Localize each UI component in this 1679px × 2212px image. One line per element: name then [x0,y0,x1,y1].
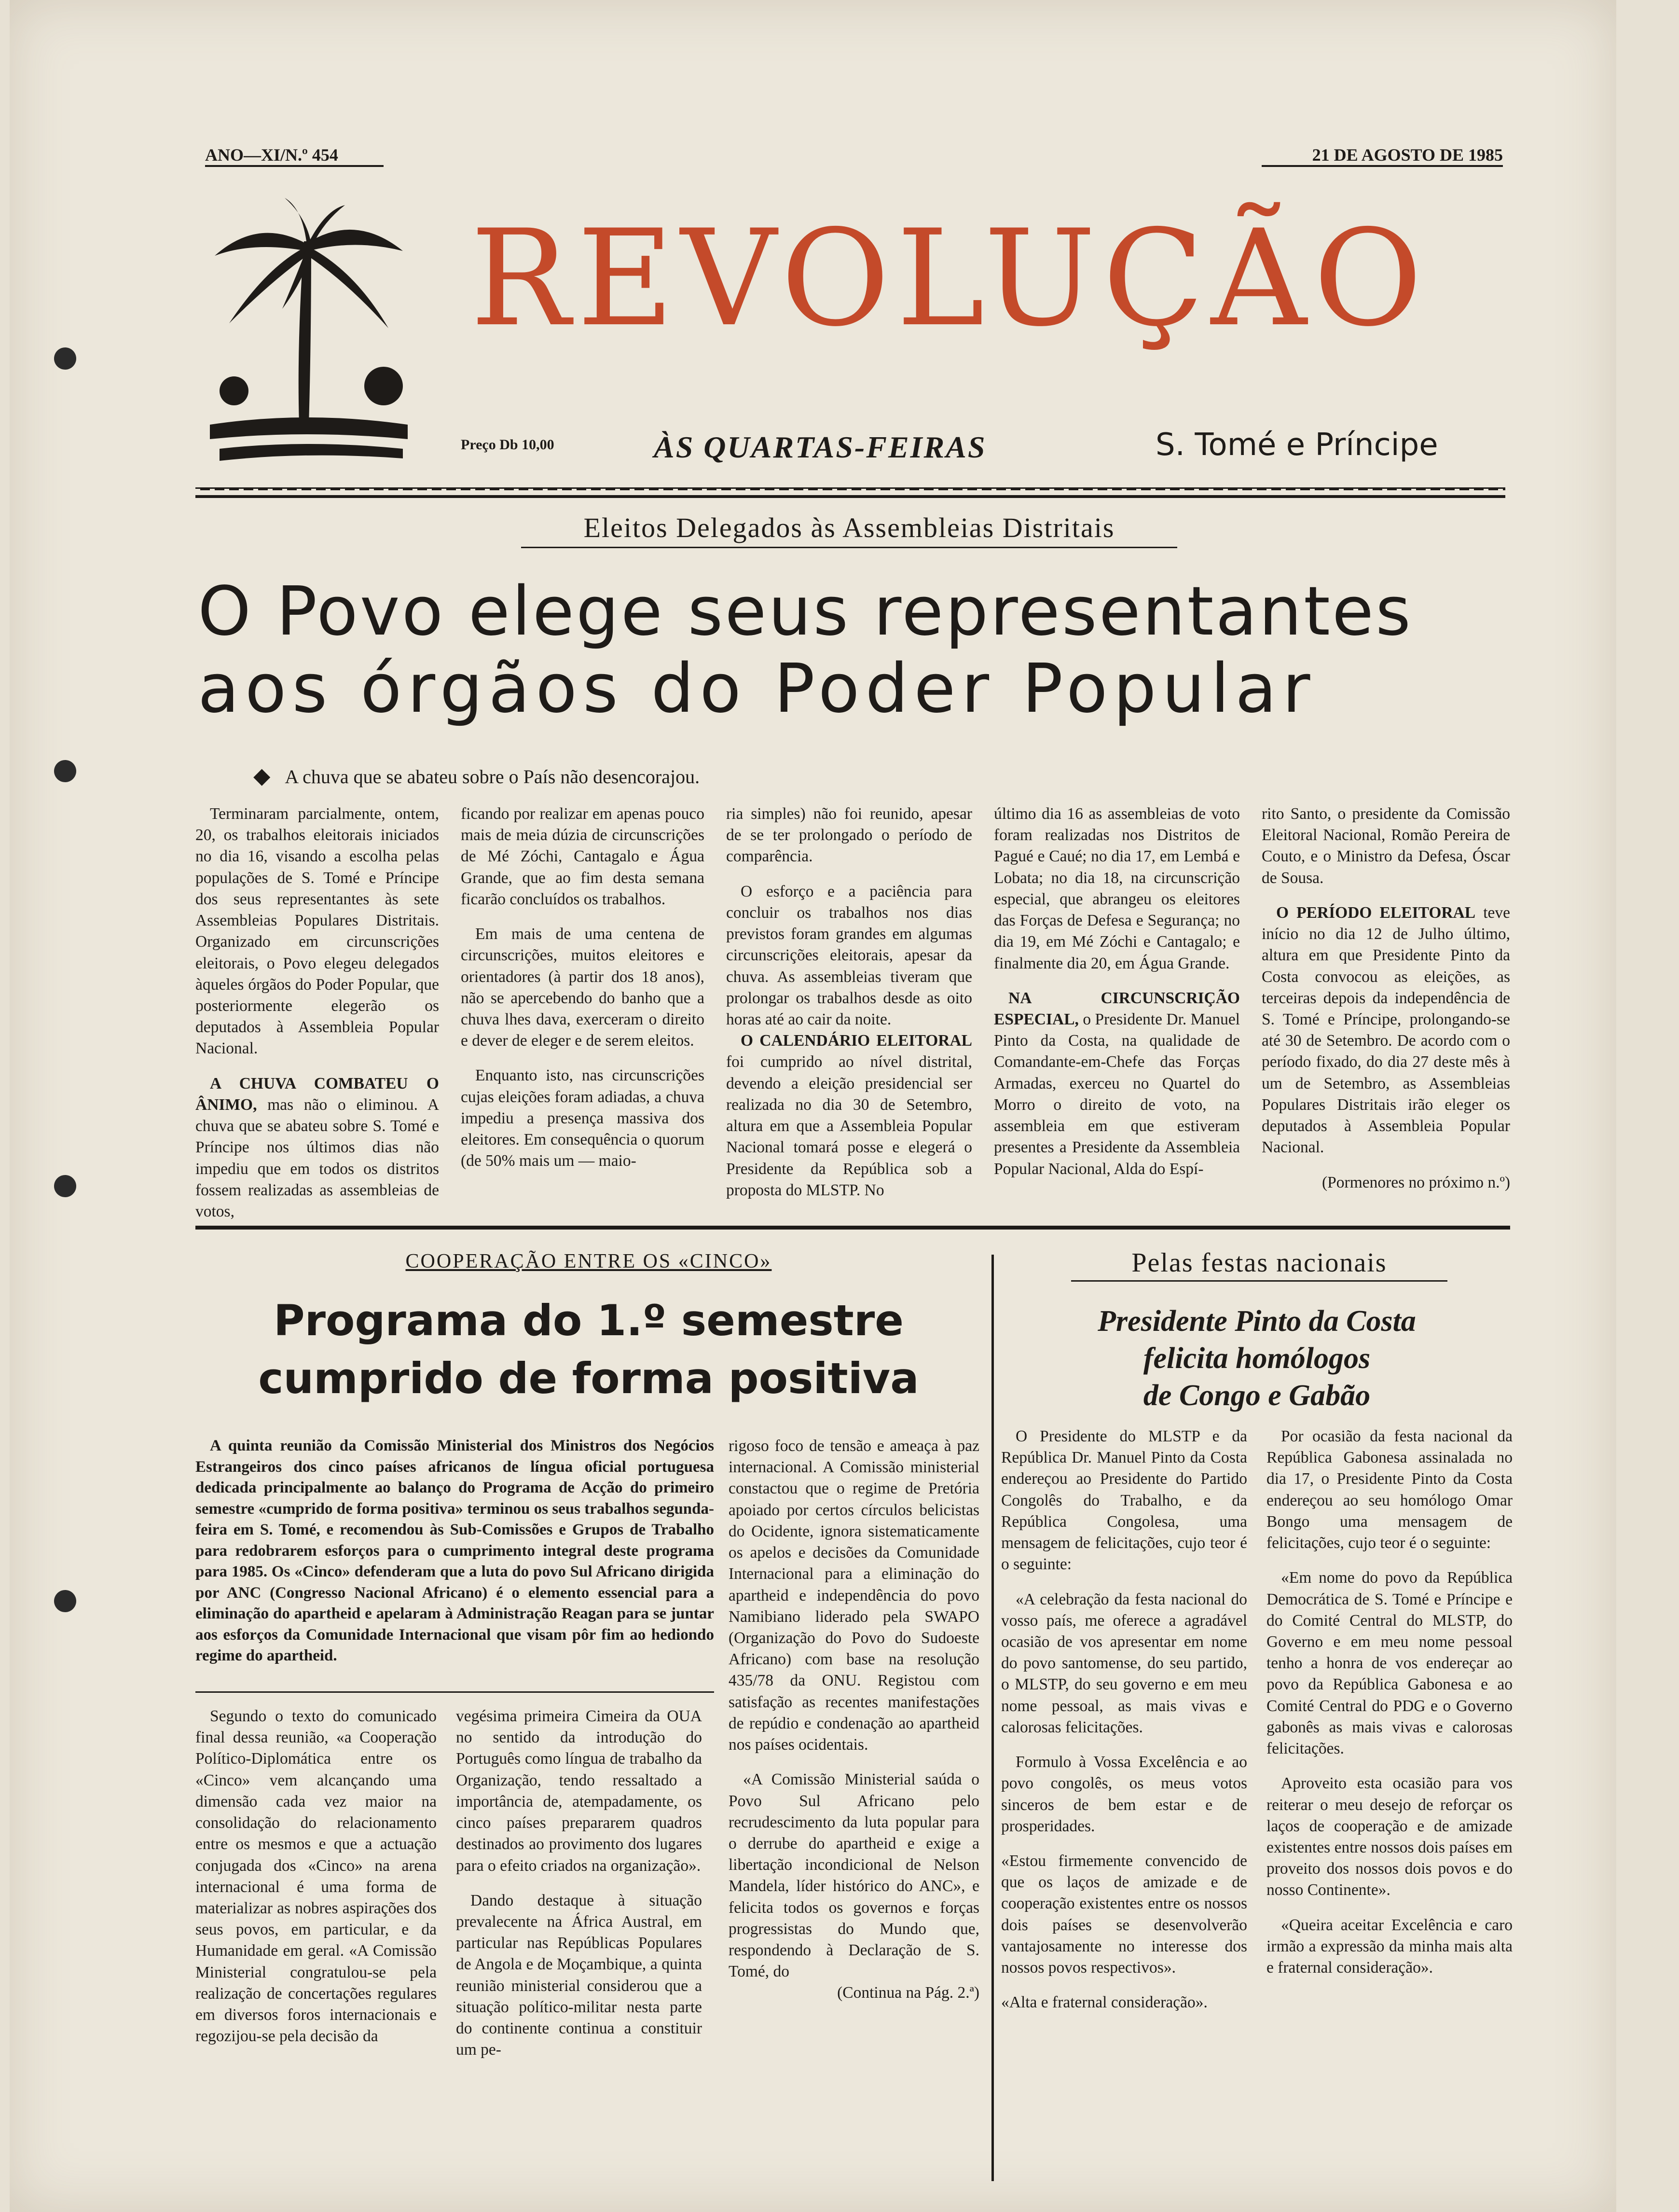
story2-column-2 [456,1706,702,2074]
paragraph: Aproveito esta ocasião para vos reiterar o meu desejo de reforçar os laços de cooperação e de amizade existentes entre nossos dois países em proveito dos nossos dois povos e do nosso Continente». [1266,1774,1513,1899]
story2-column-1 [195,1706,437,2061]
paragraph: «Em nome do povo da República Democrática de S. Tomé e Príncipe e do Comité Central do MLSTP, do Governo e em meu nome pessoal tenho a honra de vos endereçar ao povo da República Gabonesa e ao Comité Central do PDG e o Governo gabonês as mais vivas e calorosas felicitações. [1266,1569,1513,1758]
lead-column-3 [726,803,972,1215]
paragraph: «Estou firmemente convencido de que os laços de amizade e de cooperação existentes entre os nossos dois países se desenvolverão vantajosamente no interesse dos nossos povos respectivos». [1001,1852,1247,1977]
paragraph: ficando por realizar em apenas pouco mais de meia dúzia de circunscrições de Mé Zóchi, Cantagalo e Água Grande, que ao fim desta semana ficarão concluídos os trabalhos. [461,805,704,908]
continuation-note: (Continua na Pág. 2.ª) [837,1984,979,2002]
paragraph: teve início no dia 12 de Julho último, altura em que Presidente Pinto da Costa convocou as eleições, as terceiras depois da independência de S. Tomé e Príncipe, prolongando-se até 30 de Setembro. De acordo com o período fixado, do dia 27 deste mês à um de Setembro, as Assembleias Populares Distritais irão eleger os deputados à Assembleia Popular Nacional. [1262,903,1511,1157]
paragraph: «A celebração da festa nacional do vosso país, me oferece a agradável ocasião de vos apresentar em nome do povo santomense, do seu partido, o MLSTP, do seu governo e em meu nome pessoal, as mais vivas e calorosas felicitações. [1001,1590,1247,1736]
lead-in: A CHUVA COMBATEU O ÂNIMO, [195,1074,439,1114]
paragraph: o Presidente Dr. Manuel Pinto da Costa, na qualidade de Comandante-em-Chefe das Forças Armadas, exerceu no Quartel do Morro o direito de voto, na assembleia em que estiveram presentes a Presidente da Assembleia Popular Nacional, Alda do Espí- [994,1010,1240,1178]
paragraph: último dia 16 as assembleias de voto foram realizadas nos Distritos de Pagué e Caué; no dia 17, em Lembá e Lobata; no dia 18, na circunscrição especial, que abrangeu os eleitores das Forças de Defesa e Segurança; no dia 19, em Mé Zóchi e Cantagalo; e finalmente dia 20, em Água Grande. [994,805,1240,972]
lead-in: O PERÍODO ELEITORAL [1276,903,1476,922]
lead-column-1 [195,803,439,1236]
story2-kicker: COOPERAÇÃO ENTRE OS «CINCO» [405,1250,772,1272]
price: Preço Db 10,00 [461,437,554,453]
paragraph: «Alta e fraternal consideração». [1001,1993,1208,2012]
lead-headline-line1: O Povo elege seus representantes [198,572,1413,651]
paragraph: Enquanto isto, nas circunscrições cujas eleições foram adiadas, a chuva impediu a presença massiva dos eleitores. Em consequência o quorum (de 50% mais um — maio- [461,1066,704,1170]
masthead-rule-pattern [195,489,1505,493]
binder-hole-icon [54,1590,76,1612]
paragraph: Dando destaque à situação prevalecente na África Austral, em particular nas Repúblicas Populares de Angola e de Moçambique, a quinta reunião ministerial considerou que a situação político-militar nesta parte do continente continua a constituir um pe- [456,1891,702,2059]
binder-hole-icon [54,1175,76,1197]
masthead-title: REVOLUÇÃO [470,201,1429,356]
story3-headline-line3: de Congo e Gabão [1143,1379,1371,1412]
story2-headline-line1: Programa do 1.º semestre [274,1296,904,1345]
section-divider [195,1226,1510,1230]
story2-headline-line2: cumprido de forma positiva [258,1354,919,1403]
palm-tree-icon [200,198,413,468]
story3-headline-line1: Presidente Pinto da Costa [1098,1305,1416,1338]
lead-in: O CALENDÁRIO ELEITORAL [741,1032,972,1050]
paragraph: O esforço e a paciência para concluir os trabalhos nos dias previstos foram grandes em algumas circunscrições eleitorais, apesar da chuva. As assembleias tiveram que prolongar os trabalhos desde as oito horas até ao cair da noite. [726,882,972,1028]
intro-rule [195,1691,714,1693]
story2-column-3 [729,1436,979,2018]
paragraph: «Queira aceitar Excelência e caro irmão a expressão da minha mais alta e fraternal consideração». [1266,1916,1513,1977]
paragraph: vegésima primeira Cimeira da OUA no sentido da introdução do Português como língua de trabalho da Organização, tendo ressaltado a importância de, atempadamente, os cinco países prepararem quadros destinados ao provimento dos lugares para o efeito criados na organização». [456,1707,702,1875]
column-divider [991,1255,994,2181]
story3-column-1 [1001,1426,1247,2027]
paragraph: Formulo à Vossa Excelência e ao povo congolês, os meus votos sinceros de bem estar e de prosperidades. [1001,1753,1247,1835]
paragraph: rigoso foco de tensão e ameaça à paz internacional. A Comissão ministerial constactou que o regime de Pretória apoiado por certos círculos belicistas do Ocidente, ignora sistematicamente os apelos e decisões da Comunidade Internacional para a eliminação do apartheid e independência do povo Namibiano liderado pela SWAPO (Organização do Povo do Sudoeste Africano) com base na resolução 435/78 da ONU. Registou com satisfação as recentes manifestações de repúdio e condenação ao apartheid nos países ocidentais. [729,1437,979,1754]
continuation-note: (Pormenores no próximo n.º) [1322,1173,1510,1191]
paragraph: foi cumprido ao nível distrital, devendo a eleição presidencial ser realizada no dia 30 de Setembro, altura em que a Assembleia Popular Nacional tomará posse e elegerá o Presidente da República sob a proposta do MLSTP. No [726,1053,972,1199]
story3-kicker: Pelas festas nacionais [1071,1247,1447,1282]
paragraph: mas não o eliminou. A chuva que se abateu sobre S. Tomé e Príncipe nos últimos dias não impediu que em todos os distritos fossem realizadas as assembleias de votos, [195,1095,440,1220]
paragraph: ria simples) não foi reunido, apesar de se ter prolongado o período de comparência. [726,805,972,866]
paragraph: «A Comissão Ministerial saúda o Povo Sul Africano pelo recrudescimento da luta popular para o derrube do apartheid e exige a libertação incondicional de Nelson Mandela, líder histórico do ANC», e felicita todos os governos e forças progressistas do Mundo que, respondendo à Declaração de S. Tomé, do [729,1770,979,1981]
publication-place: S. Tomé e Príncipe [1156,427,1438,463]
issue-date: 21 DE AGOSTO DE 1985 [1262,145,1503,167]
diamond-bullet-icon: ◆ [253,763,271,788]
paragraph: rito Santo, o presidente da Comissão Eleitoral Nacional, Romão Pereira de Couto, e o Ministro da Defesa, Óscar de Sousa. [1262,805,1510,887]
story3-column-2 [1266,1426,1513,1992]
edition-number: ANO—XI/N.º 454 [205,145,384,167]
paragraph: Por ocasião da festa nacional da República Gabonesa assinalada no dia 17, o Presidente Pinto da Costa endereçou ao seu homólogo Omar Bongo uma mensagem de felicitações, cujo teor é o seguinte: [1266,1427,1513,1552]
lead-subhead [253,762,700,788]
paragraph: Segundo o texto do comunicado final dessa reunião, «a Cooperação Político-Diplomática entre os «Cinco» vem alcançando uma dimensão cada vez maior na consolidação do relacionamento entre os mesmos e que a actuação conjugada dos «Cinco» na arena internacional é uma forma de materializar as nobres aspirações dos seus povos, em particular, e da Humanidade em geral. «A Comissão Ministerial congratulou-se pela realização de concertações regulares em diversos foros internacionais e regozijou-se pela decisão da [195,1707,437,2046]
lead-column-2 [461,803,704,1186]
paragraph: Em mais de uma centena de circunscrições, muitos eleitores e orientadores (à partir dos 18 anos), não se apercebendo do banho que a chuva lhes dava, exerceram o direito e dever de eleger e de serem eleitos. [461,925,704,1050]
binder-hole-icon [54,347,76,370]
lead-in: NA CIRCUNSCRIÇÃO ESPECIAL, [994,989,1240,1028]
paragraph: A quinta reunião da Comissão Ministerial dos Ministros dos Negócios Estrangeiros dos cinco países africanos de língua oficial portuguesa dedicada principalmente ao balanço do Programa de Acção do primeiro semestre «cumprido de forma positiva» terminou os seus trabalhos segunda-feira em S. Tomé, e recomendou às Sub-Comissões e Grupos de Trabalho para redobrarem esforços para o cumprimento integral deste programa para 1985. Os «Cinco» defenderam que a luta do povo Sul Africano dirigida por ANC (Congresso Nacional Africano) é o elemento essencial para a eliminação do apartheid e apelaram à Administração Reagan para se juntar aos esforços da Comunidade Internacional que visam pôr fim ao hediondo regime do apartheid. [195,1437,714,1665]
story3-headline-line2: felicita homólogos [1143,1342,1371,1375]
publication-day: ÀS QUARTAS-FEIRAS [654,430,987,464]
subhead-text: A chuva que se abateu sobre o País não desencorajou. [285,766,700,788]
lead-column-4 [994,803,1240,1193]
paragraph: Terminaram parcialmente, ontem, 20, os trabalhos eleitorais iniciados no dia 16, visando a escolha pelas populações de S. Tomé e Príncipe dos seus representantes às sete Assembleias Populares Distritais. Organizado em circunscrições eleitorais, o Povo elegeu delegados àqueles órgãos do Poder Popular, que posteriormente elegerão os deputados à Assembleia Popular Nacional. [195,805,439,1058]
story2-intro [195,1436,714,1667]
paragraph: O Presidente do MLSTP e da República Dr. Manuel Pinto da Costa endereçou ao Presidente do Partido Congolês do Trabalho, e da República Congolesa, uma mensagem de felicitações, cujo teor é o seguinte: [1001,1427,1247,1574]
lead-kicker: Eleitos Delegados às Assembleias Distritais [521,512,1177,548]
lead-column-5 [1262,803,1510,1207]
binder-hole-icon [54,760,76,782]
lead-headline-line2: aos órgãos do Poder Popular [198,650,1316,728]
